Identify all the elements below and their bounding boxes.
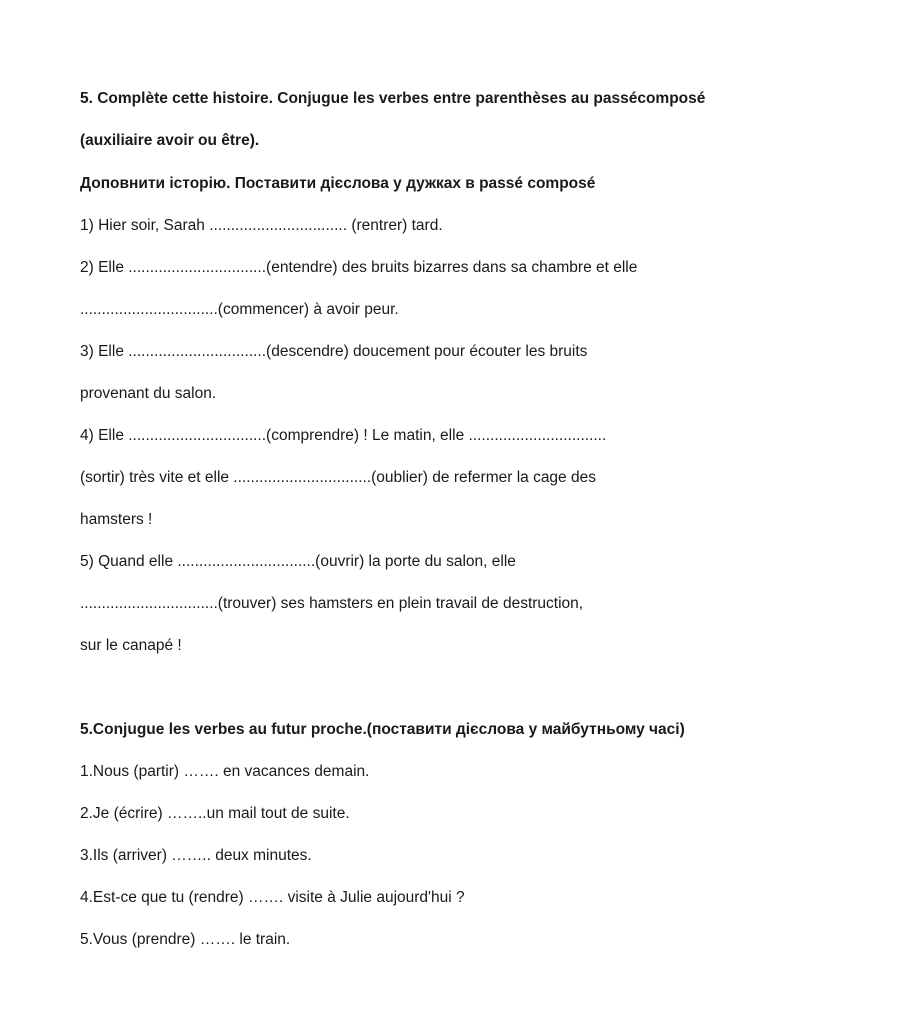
exercise1-line: 2) Elle ................................(entendre) des bruits bizarres dans sa chambre et elle — [80, 259, 638, 276]
exercise1-title-line2: (auxiliaire avoir ou être). — [80, 132, 260, 149]
exercise2-line: 4.Est-ce que tu (rendre) ……. visite à Julie aujourd'hui ? — [80, 889, 465, 906]
exercise1-line: hamsters ! — [80, 511, 153, 528]
exercise1-line: provenant du salon. — [80, 385, 217, 402]
exercise1-line: sur le canapé ! — [80, 637, 182, 654]
exercise2-line: 2.Je (écrire) ……..un mail tout de suite. — [80, 805, 350, 822]
exercise2-line: 1.Nous (partir) ……. en vacances demain. — [80, 763, 370, 780]
exercise1-line: 5) Quand elle ................................(ouvrir) la porte du salon, elle — [80, 553, 516, 570]
exercise1-subtitle: Доповнити історію. Поставити дієслова у дужках в passé composé — [80, 175, 596, 192]
exercise1-line: 4) Elle ................................(comprendre) ! Le matin, elle ................................ — [80, 427, 607, 444]
exercise1-line: (sortir) très vite et elle ................................(oublier) de refermer la cage des — [80, 469, 596, 486]
exercise1-line: 1) Hier soir, Sarah ................................ (rentrer) tard. — [80, 217, 443, 234]
exercise2-line: 3.Ils (arriver) …….. deux minutes. — [80, 847, 312, 864]
exercise1-line: 3) Elle ................................(descendre) doucement pour écouter les bruits — [80, 343, 588, 360]
exercise2-line: 5.Vous (prendre) ……. le train. — [80, 931, 291, 948]
exercise1-title-line1: 5. Complète cette histoire. Conjugue les verbes entre parenthèses au passécomposé — [80, 90, 706, 107]
exercise2-title: 5.Conjugue les verbes au futur proche.(поставити дієслова у майбутньому часі) — [80, 721, 685, 738]
exercise1-line: ................................(trouver) ses hamsters en plein travail de destruction, — [80, 595, 584, 612]
exercise1-line: ................................(commencer) à avoir peur. — [80, 301, 399, 318]
